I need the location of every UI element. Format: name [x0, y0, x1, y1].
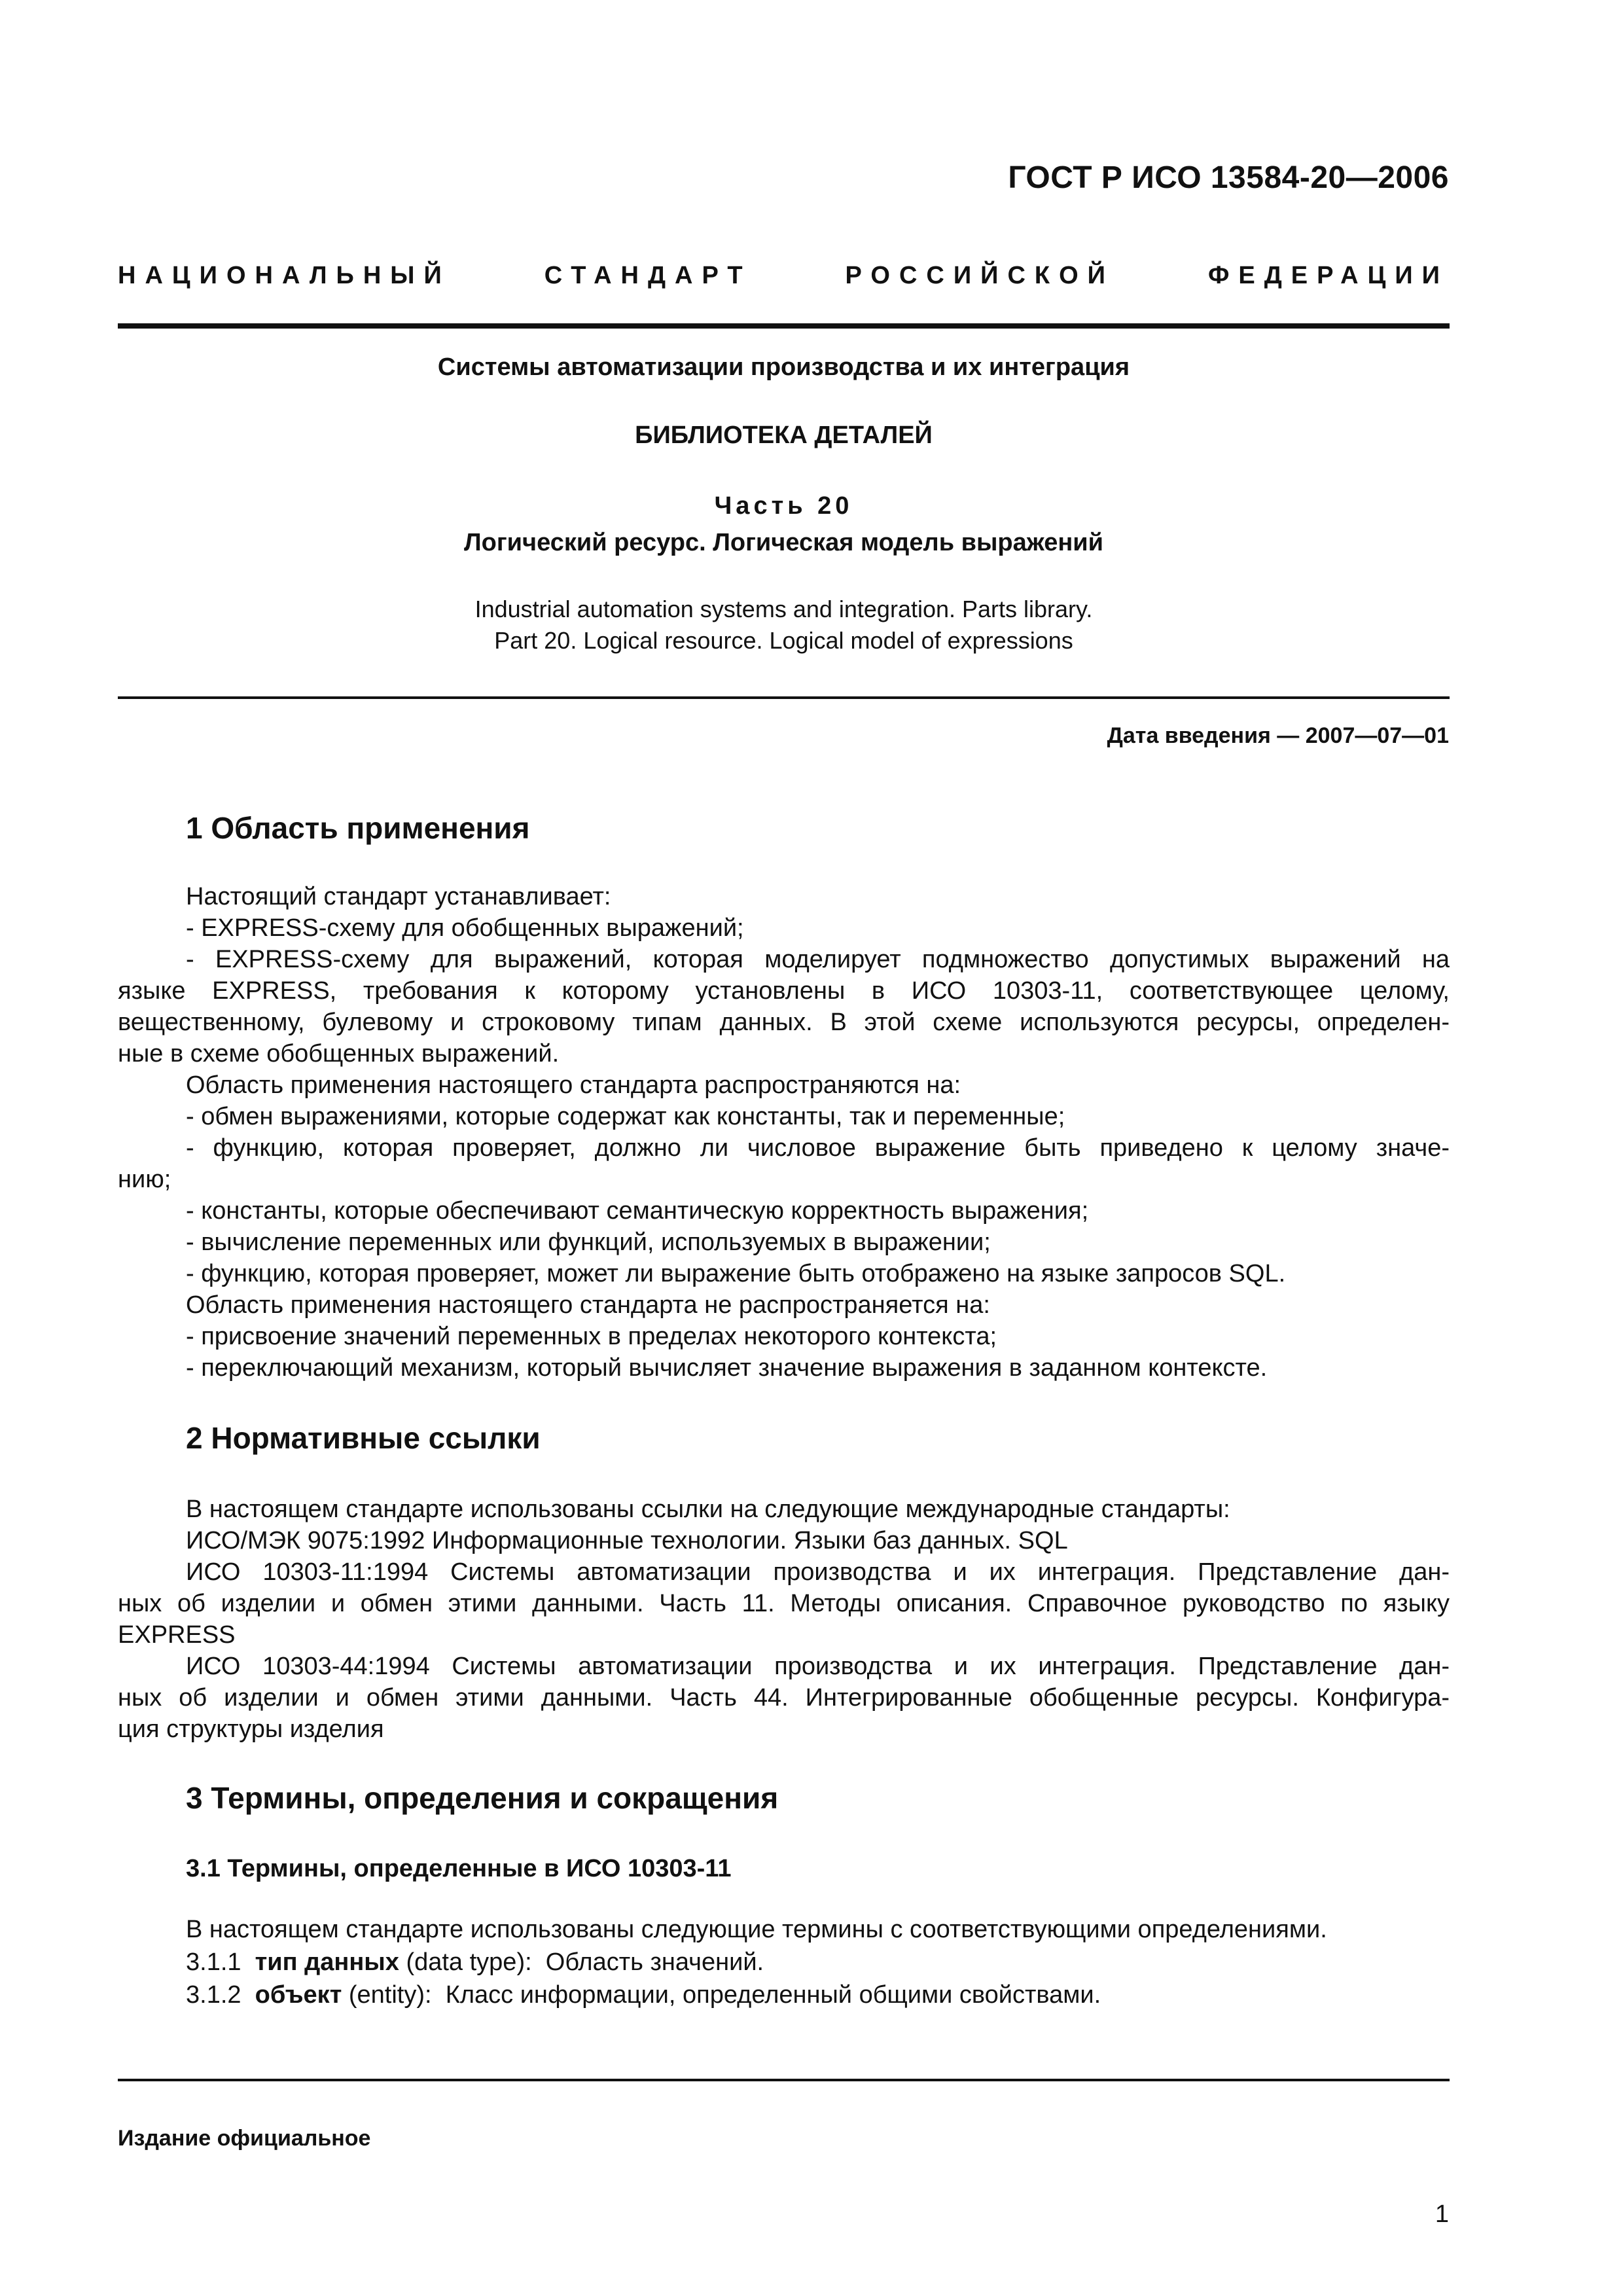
paragraph-line: - функцию, которая проверяет, должно ли числовое выражение быть приведено к целому значе-: [186, 1134, 1450, 1162]
library-title: БИБЛИОТЕКА ДЕТАЛЕЙ: [635, 422, 933, 449]
term-number: 3.1.2: [186, 1981, 241, 2009]
introduction-date: Дата введения — 2007—07—01: [1107, 723, 1449, 748]
term-name: объект: [255, 1981, 342, 2009]
paragraph-line: - переключающий механизм, который вычисляет значение выражения в заданном контексте.: [186, 1354, 1268, 1382]
paragraph-line: ные в схеме обобщенных выражений.: [118, 1040, 560, 1067]
national-title-word: НАЦИОНАЛЬНЫЙ: [118, 262, 451, 289]
national-standard-title: [118, 262, 1449, 290]
national-title-word: СТАНДАРТ: [544, 262, 752, 289]
paragraph-line: - EXPRESS-схему для выражений, которая моделирует подмножество допустимых выражений на: [186, 946, 1450, 973]
term-number: 3.1.1: [186, 1948, 241, 1976]
reference-line: EXPRESS: [118, 1621, 236, 1649]
paragraph-line: - константы, которые обеспечивают семантическую корректность выражения;: [186, 1197, 1089, 1225]
paragraph-line: языке EXPRESS, требования к которому установлены в ИСО 10303-11, соответствующее целому,: [118, 977, 1450, 1005]
reference-line: ИСО/МЭК 9075:1992 Информационные технологии. Языки баз данных. SQL: [186, 1527, 1068, 1554]
paragraph-line: Область применения настоящего стандарта распространяются на:: [186, 1071, 961, 1099]
section-heading: 3 Термины, определения и сокращения: [186, 1781, 779, 1815]
paragraph-line: Настоящий стандарт устанавливает:: [186, 883, 611, 910]
national-title-word: ФЕДЕРАЦИИ: [1207, 262, 1449, 289]
term-definition: Область значений.: [545, 1948, 764, 1976]
header-divider: [118, 323, 1450, 329]
term-entry: [186, 1979, 1101, 2011]
term-entry: [186, 1946, 764, 1978]
subsection-heading: 3.1 Термины, определенные в ИСО 10303-11: [186, 1855, 732, 1882]
paragraph-line: вещественному, булевому и строковому типам данных. В этой схеме используются ресурсы, определен-: [118, 1009, 1450, 1036]
footer-divider: [118, 2079, 1450, 2081]
reference-line: ИСО 10303-44:1994 Системы автоматизации производства и их интеграция. Представление дан-: [186, 1653, 1450, 1680]
paragraph-line: В настоящем стандарте использованы следующие термины с соответствующими определениями.: [186, 1916, 1327, 1943]
term-english: (entity):: [342, 1981, 446, 2009]
part-label: Часть 20: [714, 492, 853, 520]
paragraph-line: - функцию, которая проверяет, может ли выражение быть отображено на языке запросов SQL.: [186, 1260, 1286, 1287]
reference-line: ных об изделии и обмен этими данными. Часть 11. Методы описания. Справочное руководство по языку: [118, 1590, 1450, 1617]
document-code: ГОСТ Р ИСО 13584-20—2006: [1008, 160, 1449, 195]
paragraph-line: - присвоение значений переменных в пределах некоторого контекста;: [186, 1323, 997, 1350]
title-divider: [118, 696, 1450, 699]
national-title-word: РОССИЙСКОЙ: [845, 262, 1115, 289]
paragraph-line: - EXPRESS-схему для обобщенных выражений;: [186, 914, 744, 942]
page-number: 1: [1435, 2200, 1449, 2228]
reference-line: ция структуры изделия: [118, 1715, 384, 1743]
paragraph-line: - обмен выражениями, которые содержат как константы, так и переменные;: [186, 1103, 1065, 1130]
paragraph-line: нию;: [118, 1166, 171, 1193]
term-english: (data type):: [399, 1948, 546, 1976]
paragraph-line: В настоящем стандарте использованы ссылки на следующие международные стандарты:: [186, 1496, 1230, 1523]
reference-line: ных об изделии и обмен этими данными. Часть 44. Интегрированные обобщенные ресурсы. Конфигура-: [118, 1684, 1450, 1712]
english-title-line: Part 20. Logical resource. Logical model of expressions: [494, 627, 1073, 654]
section-heading: 1 Область применения: [186, 811, 530, 845]
term-definition: Класс информации, определенный общими свойствами.: [445, 1981, 1101, 2009]
term-name: тип данных: [255, 1948, 399, 1976]
paragraph-line: - вычисление переменных или функций, используемых в выражении;: [186, 1229, 991, 1256]
official-edition-label: Издание официальное: [118, 2126, 371, 2151]
section-heading: 2 Нормативные ссылки: [186, 1421, 541, 1455]
standard-subtitle: Системы автоматизации производства и их интеграция: [437, 353, 1130, 381]
paragraph-line: Область применения настоящего стандарта не распространяется на:: [186, 1291, 990, 1319]
english-title-line: Industrial automation systems and integration. Parts library.: [474, 596, 1093, 622]
part-title: Логический ресурс. Логическая модель выражений: [463, 529, 1104, 556]
reference-line: ИСО 10303-11:1994 Системы автоматизации производства и их интеграция. Представление дан-: [186, 1558, 1450, 1586]
